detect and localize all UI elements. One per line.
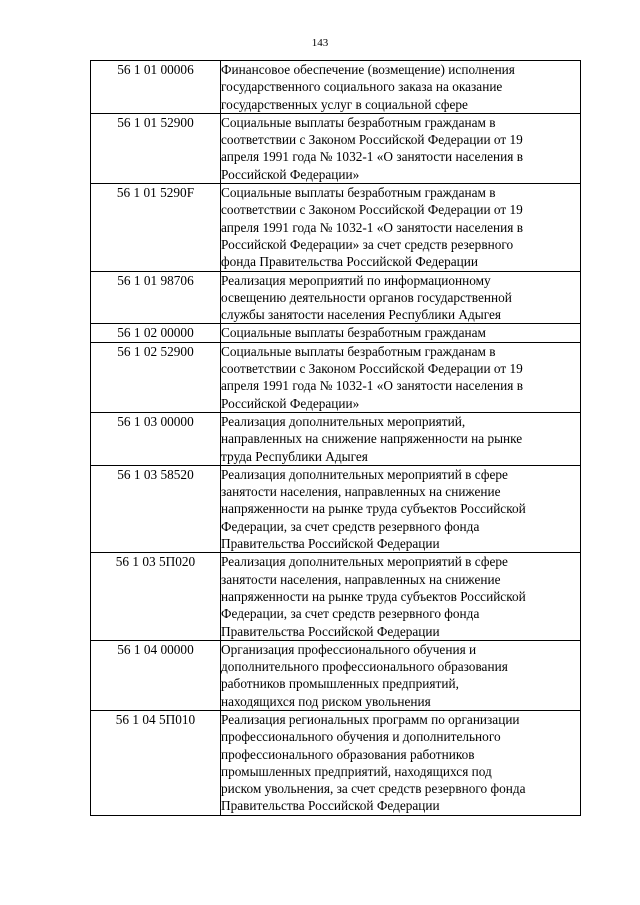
description-line: Реализация дополнительных мероприятий, [221, 413, 466, 429]
description-line: профессионального образования работников [221, 746, 475, 762]
description-line: профессионального обучения и дополнительного [221, 729, 501, 745]
description-line: Реализация мероприятий по информационному [221, 272, 491, 288]
description-line: напряженности на рынке труда субъектов Российской [221, 501, 526, 517]
classification-code: 56 1 03 5П020 [91, 553, 221, 640]
description-line: фонда Правительства Российской Федерации [221, 254, 479, 270]
description-line: соответствии с Законом Российской Федерации от 19 [221, 361, 523, 377]
description-line: Российской Федерации» [221, 395, 360, 411]
description-line: Федерации, за счет средств резервного фонда [221, 518, 480, 534]
description-line: Правительства Российской Федерации [221, 623, 440, 639]
description-line: занятости населения, направленных на снижение [221, 484, 501, 500]
description-line: апреля 1991 года № 1032-1 «О занятости населения в [221, 378, 523, 394]
description-line: апреля 1991 года № 1032-1 «О занятости населения в [221, 219, 523, 235]
code-description [221, 710, 581, 815]
table-row [91, 465, 581, 552]
table-row [91, 553, 581, 640]
code-description [221, 465, 581, 552]
description-line: Правительства Российской Федерации [221, 536, 440, 552]
description-line: направленных на снижение напряженности на рынке [221, 431, 523, 447]
classification-code: 56 1 04 00000 [91, 640, 221, 710]
description-line: Правительства Российской Федерации [221, 798, 440, 814]
description-line: Социальные выплаты безработным гражданам в [221, 185, 496, 201]
code-description [221, 113, 581, 183]
description-line: находящихся под риском увольнения [221, 693, 431, 709]
description-line: государственных услуг в социальной сфере [221, 96, 468, 112]
code-description [221, 184, 581, 271]
classification-code: 56 1 04 5П010 [91, 710, 221, 815]
description-line: Социальные выплаты безработным гражданам [221, 325, 486, 341]
table-row [91, 710, 581, 815]
description-line: занятости населения, направленных на снижение [221, 571, 501, 587]
table-row [91, 324, 581, 342]
description-line: работников промышленных предприятий, [221, 676, 459, 692]
classification-code: 56 1 01 52900 [91, 113, 221, 183]
table-row [91, 412, 581, 465]
description-line: службы занятости населения Республики Адыгея [221, 307, 502, 323]
description-line: напряженности на рынке труда субъектов Российской [221, 588, 526, 604]
description-line: Социальные выплаты безработным гражданам в [221, 114, 496, 130]
classification-code: 56 1 03 58520 [91, 465, 221, 552]
table-row [91, 113, 581, 183]
description-line: Реализация дополнительных мероприятий в сфере [221, 554, 508, 570]
code-description [221, 342, 581, 412]
budget-code-table [90, 60, 581, 816]
description-line: Российской Федерации» [221, 166, 360, 182]
code-description [221, 412, 581, 465]
description-line: апреля 1991 года № 1032-1 «О занятости населения в [221, 149, 523, 165]
description-line: труда Республики Адыгея [221, 448, 368, 464]
table-row [91, 271, 581, 324]
table-row [91, 342, 581, 412]
classification-code: 56 1 03 00000 [91, 412, 221, 465]
description-line: дополнительного профессионального образования [221, 659, 508, 675]
table-row [91, 184, 581, 271]
description-line: риском увольнения, за счет средств резервного фонда [221, 781, 526, 797]
classification-code: 56 1 01 5290F [91, 184, 221, 271]
table-row [91, 61, 581, 114]
code-description [221, 553, 581, 640]
description-line: промышленных предприятий, находящихся под [221, 763, 492, 779]
code-description [221, 61, 581, 114]
table-row [91, 640, 581, 710]
description-line: соответствии с Законом Российской Федерации от 19 [221, 202, 523, 218]
description-line: Финансовое обеспечение (возмещение) исполнения [221, 62, 515, 77]
description-line: Реализация дополнительных мероприятий в сфере [221, 466, 508, 482]
description-line: Российской Федерации» за счет средств резервного [221, 236, 514, 252]
code-description [221, 640, 581, 710]
description-line: государственного социального заказа на оказание [221, 79, 503, 95]
classification-code: 56 1 01 00006 [91, 61, 221, 114]
description-line: Реализация региональных программ по организации [221, 711, 520, 727]
description-line: освещению деятельности органов государственной [221, 289, 512, 305]
description-line: Организация профессионального обучения и [221, 641, 477, 657]
description-line: Социальные выплаты безработным гражданам в [221, 343, 496, 359]
code-description [221, 324, 581, 342]
page-number: 143 [311, 37, 329, 49]
description-line: соответствии с Законом Российской Федерации от 19 [221, 132, 523, 148]
classification-code: 56 1 01 98706 [91, 271, 221, 324]
classification-code: 56 1 02 52900 [91, 342, 221, 412]
description-line: Федерации, за счет средств резервного фонда [221, 606, 480, 622]
code-description [221, 271, 581, 324]
classification-code: 56 1 02 00000 [91, 324, 221, 342]
